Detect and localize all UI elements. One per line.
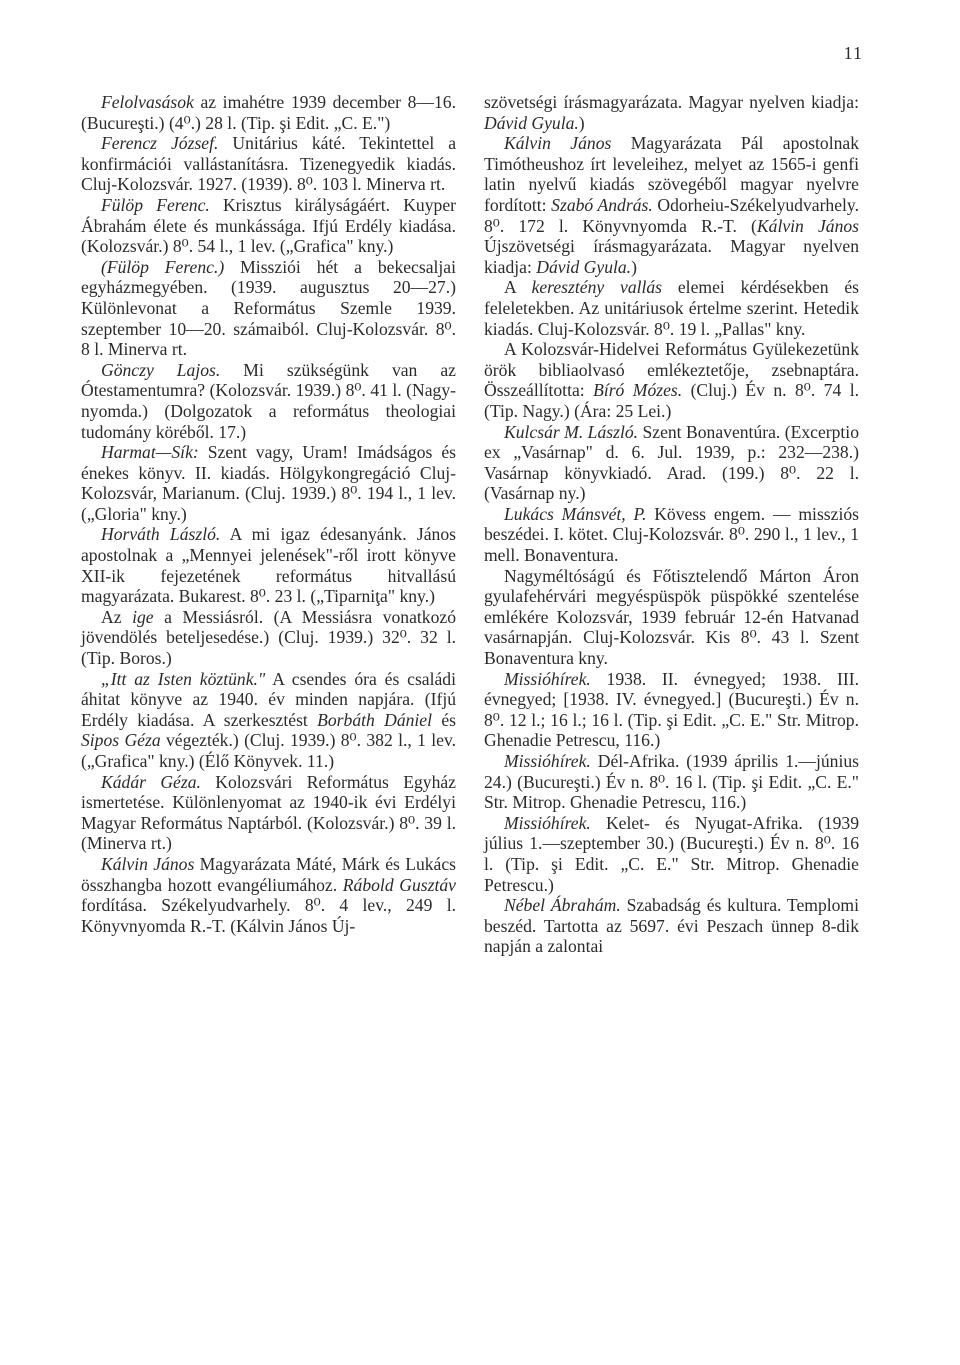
bibliography-entry xyxy=(81,524,456,606)
entry-italic-text: Horváth László. xyxy=(101,524,221,545)
entry-text: Szabadság és kultura. Templomi beszéd. Tartotta az 5697. évi Peszach ünnep 8-dik napján a zalontai xyxy=(484,895,859,957)
bibliography-entry xyxy=(484,504,859,566)
bibliography-entry xyxy=(81,92,456,133)
bibliography-entry xyxy=(484,751,859,813)
entry-italic-text: Borbáth Dániel xyxy=(317,709,433,730)
entry-text: Magyarázata Pál apostolnak Timótheushoz írt leveleihez, melyet az 1565-i genfi latin nyelvű kiadás szövegéből magyar nyelvre fordított: xyxy=(484,133,860,215)
bibliography-entry xyxy=(484,669,859,751)
bibliography-entry xyxy=(484,566,859,669)
entry-italic-text: Lukács Mánsvét, P. xyxy=(504,503,647,524)
bibliography-entry xyxy=(81,133,456,195)
bibliography-entry xyxy=(484,813,859,895)
entry-text: Kelet- és Nyugat-Afrika. (1939 július 1.—szeptember 30.) (Bucureşti.) Év n. 8⁰. 16 l. (Tip. şi Edit. „C. E." Str. Mitrop. Ghenadie Petrescu.) xyxy=(484,812,859,895)
bibliography-entry xyxy=(81,772,456,854)
entry-text: az imahétre 1939 december 8—16. (Bucureşti.) (4⁰.) 28 l. (Tip. şi Edit. „C. E.") xyxy=(81,92,456,133)
bibliography-entry xyxy=(81,360,456,442)
entry-text: Odorheiu-Székelyudvarhely. 8⁰. 172 l. Könyvnyomda R.-T. ( xyxy=(484,194,859,236)
entry-italic-text: Dávid Gyula. xyxy=(536,256,632,277)
entry-text: Nagyméltóságú és Főtisztelendő Márton Áron gyulafehérvári megyéspüspök püspökké szentelése emlékére Kolozsvár, 1939 február 12-én Hatvanad vasárnapján. Cluj-Kolozsvár. Kis 8⁰. 43 l. Szent Bonaventura kny. xyxy=(484,565,859,669)
entry-italic-text: Rábold Gusztáv xyxy=(342,874,456,895)
bibliography-entry xyxy=(81,854,456,936)
entry-text: ) xyxy=(631,256,637,277)
entry-italic-text: ige xyxy=(132,606,154,627)
entry-italic-text: Fülöp Ferenc. xyxy=(101,194,210,215)
entry-italic-text: Sipos Géza xyxy=(81,730,161,751)
entry-text: Dél-Afrika. (1939 április 1.—június 24.) (Bucureşti.) Év n. 8⁰. 16 l. (Tip. şi Edit. „C. E." Str. Mitrop. Ghenadie Petrescu, 116.) xyxy=(484,751,859,813)
bibliography-entry xyxy=(484,133,859,277)
entry-text: Krisztus királyságáért. Kuyper Ábrahám élete és munkássága. Ifjú Erdély kiadása. (Kolozsvár.) 8⁰. 54 l., 1 lev. („Grafica" kny.) xyxy=(81,194,456,257)
entry-text: Magyarázata Máté, Márk és Lukács összhangba hozott evangéliumához. xyxy=(81,853,456,895)
entry-text: 1938. II. évnegyed; 1938. III. évnegyed; [1938. IV. évnegyed.] (Bucureşti.) Év n. 8⁰. 12 l.; 16 l.; 16 l. (Tip. şi Edit. „C. E." Str. Mitrop. Ghenadie Petrescu, 116.) xyxy=(484,668,859,751)
bibliography-entry xyxy=(81,195,456,257)
entry-text: Missziói hét a bekecsaljai egyházmegyében. (1939. augusztus 20—27.) Különlevonat a Református Szemle 1939. szeptember 10—20. számaiból. Cluj-Kolozsvár. 8⁰. 8 l. Minerva rt. xyxy=(81,256,456,360)
entry-italic-text: Missióhírek. xyxy=(504,812,591,833)
page-number: 11 xyxy=(843,43,863,63)
entry-italic-text: Nébel Ábrahám. xyxy=(504,895,621,916)
entry-italic-text: Missióhírek. xyxy=(504,668,591,689)
bibliography-entry xyxy=(81,257,456,360)
entry-italic-text: Kálvin János xyxy=(756,215,860,236)
bibliography-entry xyxy=(484,277,859,339)
entry-italic-text: Szabó András. xyxy=(551,194,653,215)
entry-italic-text: Dávid Gyula. xyxy=(484,112,579,133)
bibliography-entry xyxy=(81,669,456,772)
entry-text: Szent Bonaventúra. (Excerptio ex „Vasárnap" d. 6. Jul. 1939, p.: 232—238.) Vasárnap könyvkiadó. Arad. (199.) 8⁰. 22 l. (Vasárnap ny.) xyxy=(484,421,859,504)
entry-text: Szent vagy, Uram! Imádságos és énekes könyv. II. kiadás. Hölgykongregáció Cluj-Kolozsvár, Marianum. (Cluj. 1939.) 8⁰. 194 l., 1 lev. („Gloria" kny.) xyxy=(81,442,456,524)
entry-text: Az xyxy=(101,606,133,627)
entry-text: szövetségi írásmagyarázata. Magyar nyelven kiadja: xyxy=(484,92,859,112)
entry-text: ) xyxy=(578,112,585,133)
entry-italic-text: Kulcsár M. László. xyxy=(504,421,639,442)
entry-italic-text: (Fülöp Ferenc.) xyxy=(101,256,225,277)
entry-italic-text: Bíró Mózes. xyxy=(593,380,683,401)
left-column xyxy=(81,92,456,936)
entry-text: elemei kérdésekben és feleletekben. Az unitáriusok értelme szerint. Hetedik kiadás. Cluj-Kolozsvár. 8⁰. 19 l. „Pallas" kny. xyxy=(484,277,859,339)
entry-text: Kövess engem. — missziós beszédei. I. kötet. Cluj-Kolozsvár. 8⁰. 290 l., 1 lev., 1 mell. Bonaventura. xyxy=(484,503,859,566)
bibliography-entry xyxy=(484,895,859,957)
entry-italic-text: Harmat—Sík: xyxy=(101,442,199,463)
bibliography-entry xyxy=(81,607,456,669)
entry-italic-text: Ferencz József. xyxy=(101,133,219,154)
entry-text: A csendes óra és családi áhitat könyve az 1940. év minden napjára. (Ifjú Erdély kiadása. A szerkesztést xyxy=(81,668,456,730)
entry-text: Újszövetségi írásmagyarázata. Magyar nyelven kiadja: xyxy=(484,236,859,277)
entry-italic-text: Kálvin János xyxy=(504,133,612,154)
bibliography-entry xyxy=(81,442,456,524)
entry-text: végezték.) (Cluj. 1939.) 8⁰. 382 l., 1 lev. („Grafica" kny.) (Élő Könyvek. 11.) xyxy=(81,730,456,771)
entry-italic-text: Felolvasások xyxy=(101,92,194,112)
entry-italic-text: Gönczy Lajos. xyxy=(101,359,221,380)
entry-text: fordítása. Székelyudvarhely. 8⁰. 4 lev., 249 l. Könyvnyomda R.-T. (Kálvin János Új- xyxy=(81,895,456,936)
entry-text: A xyxy=(504,277,532,298)
entry-text: a Messiásról. (A Messiásra vonatkozó jövendölés beteljesedése.) (Cluj. 1939.) 32⁰. 32 l. (Tip. Boros.) xyxy=(81,606,457,669)
entry-text: A mi igaz édesanyánk. János apostolnak a „Mennyei jelenések"-ről irott könyve XII-ik fejezetének református hitvallású magyarázata. Bukarest. 8⁰. 23 l. („Tiparniţa" kny.) xyxy=(81,524,456,607)
entry-text: Mi szükségünk van az Ótestamentumra? (Kolozsvár. 1939.) 8⁰. 41 l. (Nagy-nyomda.) (Dolgozatok a református theologiai tudomány köréből. 17.) xyxy=(81,359,456,442)
bibliography-entry xyxy=(484,422,859,504)
right-column xyxy=(484,92,859,957)
entry-italic-text: Kádár Géza. xyxy=(101,771,201,792)
entry-italic-text: Missióhírek. xyxy=(504,751,591,771)
entry-text: és xyxy=(432,709,456,730)
entry-text: A Kolozsvár-Hidelvei Református Gyülekezetünk örök bibliaolvasó emlékeztetője, zsebnaptára. Összeállította: xyxy=(484,339,859,401)
entry-italic-text: keresztény vallás xyxy=(531,277,663,298)
entry-italic-text: „Itt az Isten köztünk." xyxy=(101,668,266,689)
bibliography-entry xyxy=(484,92,859,133)
entry-italic-text: Kálvin János xyxy=(101,853,195,874)
entry-text: (Cluj.) Év n. 8⁰. 74 l. (Tip. Nagy.) (Ára: 25 Lei.) xyxy=(484,380,859,421)
entry-text: Kolozsvári Református Egyház ismertetése. Különlenyomat az 1940-ik évi Erdélyi Magyar Református Naptárból. (Kolozsvár.) 8⁰. 39 l. (Minerva rt.) xyxy=(81,771,456,854)
entry-text: Unitárius káté. Tekintettel a konfirmációi vallástanításra. Tizenegyedik kiadás. Cluj-Kolozsvár. 1927. (1939). 8⁰. 103 l. Minerva rt. xyxy=(81,133,456,195)
bibliography-entry xyxy=(484,339,859,421)
